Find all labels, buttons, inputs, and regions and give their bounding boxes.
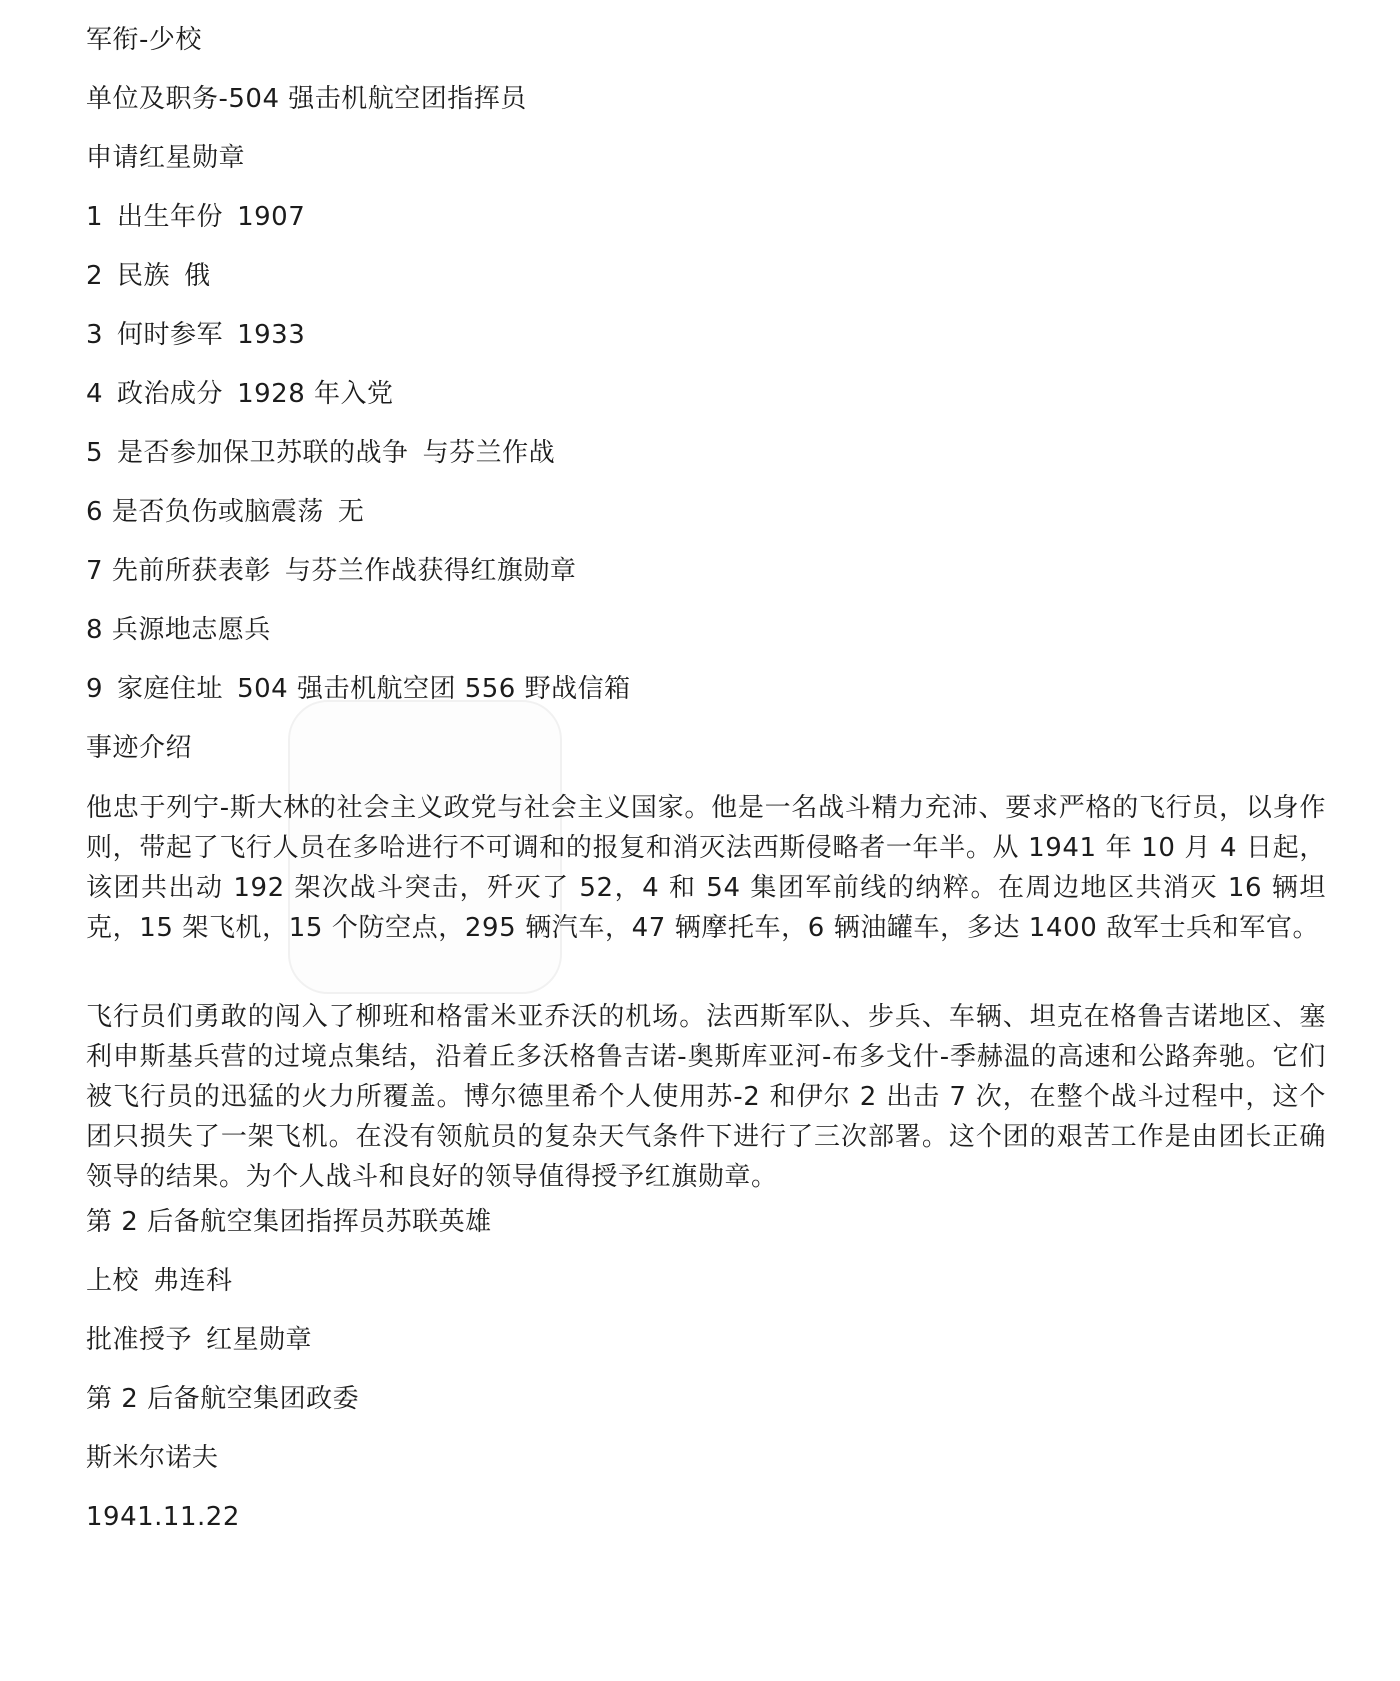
field-label: 政治成分: [117, 379, 224, 409]
field-number: 1: [86, 202, 104, 232]
field-value: 1928 年入党: [237, 379, 394, 409]
approval-award: 红星勋章: [206, 1325, 313, 1355]
field-row-home-address: [86, 671, 631, 707]
field-label: 是否参加保卫苏联的战争: [117, 438, 409, 468]
field-row-political-status: [86, 376, 394, 412]
field-value: 与芬兰作战: [422, 438, 556, 468]
approval-label: 批准授予: [86, 1325, 193, 1355]
field-number: 3: [86, 320, 104, 350]
field-label: 民族: [117, 261, 171, 291]
field-number: 8: [86, 615, 104, 645]
request-line: 申请红星勋章: [86, 143, 246, 173]
field-row-war-participation: [86, 435, 555, 471]
field-value: 504 强击机航空团 556 野战信箱: [237, 674, 631, 704]
commissar-title: 第 2 后备航空集团政委: [86, 1384, 360, 1414]
field-value: 与芬兰作战获得红旗勋章: [284, 556, 577, 586]
commander-signature: [86, 1263, 233, 1299]
deeds-paragraph-2: 飞行员们勇敢的闯入了柳班和格雷米亚乔沃的机场。法西斯军队、步兵、车辆、坦克在格鲁吉诺地区、塞利申斯基兵营的过境点集结，沿着丘多沃格鲁吉诺-奥斯库亚河-布多戈什-季赫温的高速和公路奔驰。它们被飞行员的迅猛的火力所覆盖。博尔德里希个人使用苏-2 和伊尔 2 出击 7 次，在整个战斗过程中，这个团只损失了一架飞机。在没有领航员的复杂天气条件下进行了三次部署。这个团的艰苦工作是由团长正确领导的结果。为个人战斗和良好的领导值得授予红旗勋章。: [86, 1002, 1326, 1192]
field-number: 2: [86, 261, 104, 291]
field-label: 何时参军: [117, 320, 224, 350]
field-label: 是否负伤或脑震荡: [111, 497, 324, 527]
commissar-name: 斯米尔诺夫: [86, 1443, 219, 1473]
field-value: 无: [337, 497, 365, 527]
field-number: 4: [86, 379, 104, 409]
field-row-recruitment-source: [86, 612, 271, 648]
field-row-enlistment: [86, 317, 305, 353]
commander-title: 第 2 后备航空集团指挥员苏联英雄: [86, 1207, 492, 1237]
approval-line: [86, 1322, 312, 1358]
field-number: 9: [86, 674, 104, 704]
section-title: 事迹介绍: [86, 733, 193, 763]
unit-line: 单位及职务-504 强击机航空团指挥员: [86, 84, 527, 114]
field-value: 1907: [237, 202, 306, 232]
field-row-injuries: [86, 494, 364, 530]
deeds-paragraph-1: 他忠于列宁-斯大林的社会主义政党与社会主义国家。他是一名战斗精力充沛、要求严格的飞行员，以身作则，带起了飞行人员在多哈进行不可调和的报复和消灭法西斯侵略者一年半。从 1941 年 10 月 4 日起，该团共出动 192 架次战斗突击，歼灭了 52，4 和 54 集团军前线的纳粹。在周边地区共消灭 16 辆坦克，15 架飞机，15 个防空点，295 辆汽车，47 辆摩托车，6 辆油罐车，多达 1400 敌军士兵和军官。: [86, 793, 1326, 943]
field-label: 家庭住址: [117, 674, 224, 704]
field-label: 出生年份: [117, 202, 224, 232]
field-row-ethnicity: [86, 258, 211, 294]
rank-line: 军衔-少校: [86, 25, 202, 55]
field-number: 6: [86, 497, 104, 527]
field-label: 兵源地志愿兵: [111, 615, 271, 645]
field-number: 7: [86, 556, 104, 586]
commander-name: 弗连科: [153, 1266, 233, 1296]
field-number: 5: [86, 438, 104, 468]
commander-rank: 上校: [86, 1266, 140, 1296]
field-row-previous-awards: [86, 553, 576, 589]
field-value: 俄: [184, 261, 211, 291]
field-label: 先前所获表彰: [111, 556, 271, 586]
document-date: 1941.11.22: [86, 1502, 240, 1532]
field-row-birth-year: [86, 199, 305, 235]
field-value: 1933: [237, 320, 306, 350]
